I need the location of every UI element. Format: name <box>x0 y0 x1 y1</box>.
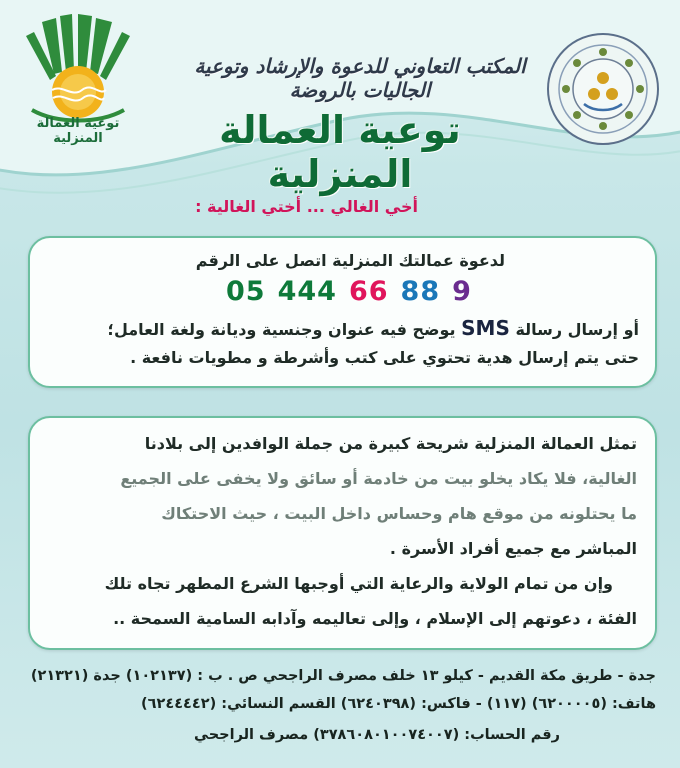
phone-part: 66 <box>348 276 389 307</box>
main-title: توعية العمالة المنزلية <box>219 108 461 196</box>
info-box <box>28 416 657 650</box>
info-line-5: وإن من تمام الولاية والرعاية التي أوجبها الشرع المطهر تجاه تلك <box>104 574 613 593</box>
sms-before-text: أو إرسال رسالة <box>515 320 639 339</box>
office-title: المكتب التعاوني للدعوة والإرشاد وتوعية الجاليات بالروضة <box>194 54 526 102</box>
gift-note: حتى يتم إرسال هدية تحتوي على كتب وأشرطة و مطويات نافعة . <box>130 348 639 367</box>
footer-phones: هاتف: (٦٢٠٠٠٠٥) (١١٧) - فاكس: (٦٢٤٠٣٩٨) القسم النسائي: (٦٢٤٤٤٤٢) <box>141 696 656 712</box>
contact-box <box>28 236 657 388</box>
info-line-1: تمثل العمالة المنزلية شريحة كبيرة من جملة الوافدين إلى بلادنا <box>144 434 637 453</box>
sms-after-text: يوضح فيه عنوان وجنسية وديانة ولغة العامل؛ <box>107 320 456 339</box>
office-seal-icon <box>544 30 662 148</box>
info-line-3: ما يحتلونه من موقع هام وحساس داخل البيت ، حيث الاحتكاك <box>161 504 637 523</box>
phone-part: 9 <box>452 276 472 307</box>
greeting: أخي الغالي ... أختي الغالية : <box>195 197 418 216</box>
phone-part: 444 <box>277 276 337 307</box>
footer-address: جدة - طريق مكة القديم - كيلو ١٣ خلف مصرف الراجحي ص . ب : (١٠٢١٣٧) جدة (٢١٣٢١) <box>30 668 656 684</box>
info-line-2: الغالية، فلا يكاد يخلو بيت من خادمة أو سائق ولا يخفى على الجميع <box>120 469 637 488</box>
info-line-6: الفئة ، دعوتهم إلى الإسلام ، وإلى تعاليمه وآدابه السامية السمحة .. <box>113 609 637 628</box>
phone-part: 88 <box>400 276 441 307</box>
sms-word: SMS <box>461 316 510 340</box>
phone-part: 05 <box>226 276 266 307</box>
phone-number[interactable] <box>226 276 486 307</box>
info-line-4: المباشر مع جميع أفراد الأسرة . <box>389 539 637 558</box>
footer-account: رقم الحساب: (٣٧٨٦٠٨٠١٠٠٧٤٠٠٧) مصرف الراجحي <box>194 727 560 743</box>
contact-instruction: لدعوة عمالتك المنزلية اتصل على الرقم <box>195 251 505 270</box>
sms-instruction <box>39 316 639 340</box>
left-logo-caption: توعية العمالة المنزلية <box>36 116 120 146</box>
